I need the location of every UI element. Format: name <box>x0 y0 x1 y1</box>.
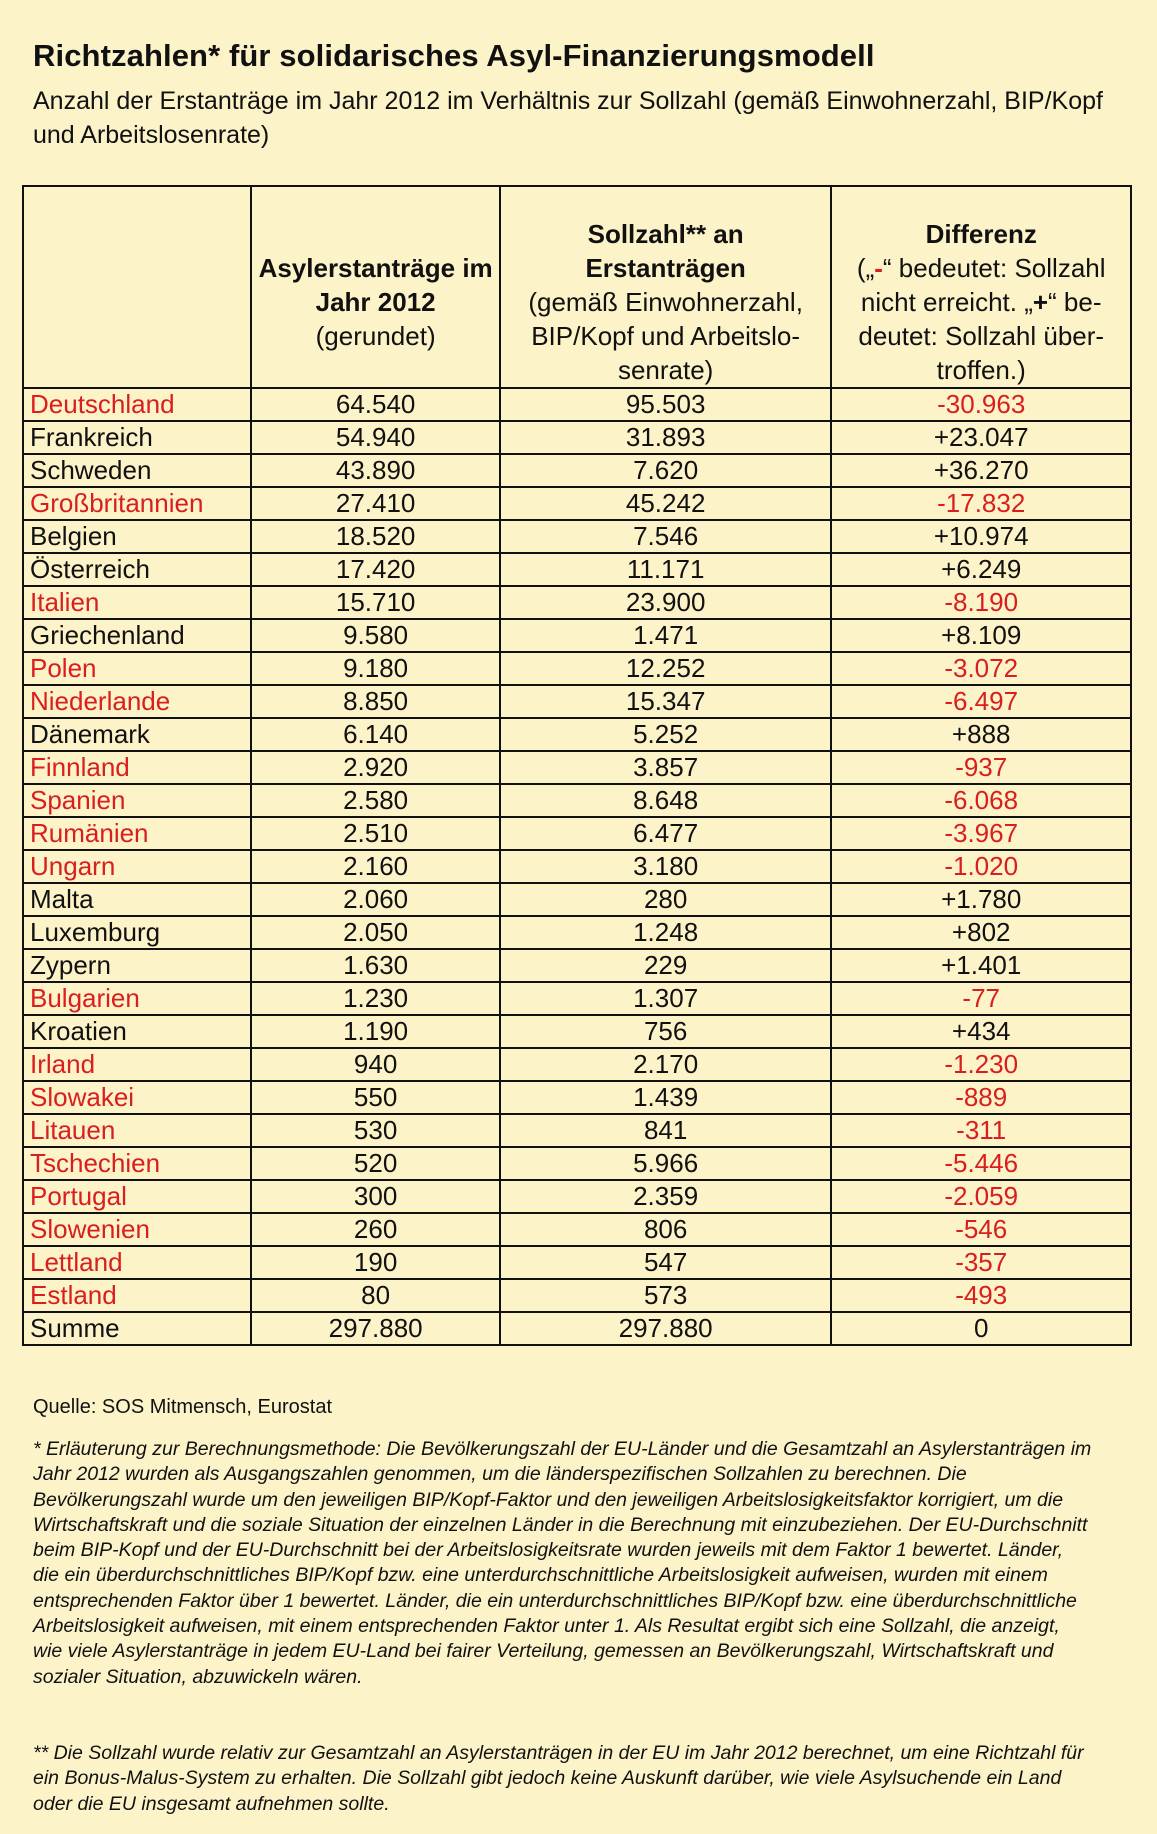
antraege-cell: 2.920 <box>251 751 499 784</box>
page-subtitle: Anzahl der Erstanträge im Jahr 2012 im Verhältnis zur Sollzahl (gemäß Einwohnerzahl, BIP/Kopf und Arbeitslosenrate) <box>33 87 1103 149</box>
country-cell: Schweden <box>23 454 251 487</box>
differenz-cell: -311 <box>831 1114 1131 1147</box>
sollzahl-cell: 547 <box>500 1246 832 1279</box>
sollzahl-cell: 1.248 <box>500 916 832 949</box>
country-cell: Slowakei <box>23 1081 251 1114</box>
table-row <box>23 883 1131 916</box>
table-row <box>23 520 1131 553</box>
table-row <box>23 1246 1131 1279</box>
table-row <box>23 850 1131 883</box>
sollzahl-cell: 3.857 <box>500 751 832 784</box>
table-row <box>23 619 1131 652</box>
antraege-cell: 2.050 <box>251 916 499 949</box>
header-sollzahl <box>500 186 832 388</box>
country-cell: Portugal <box>23 1180 251 1213</box>
country-cell: Irland <box>23 1048 251 1081</box>
sollzahl-cell: 15.347 <box>500 685 832 718</box>
table-row <box>23 388 1131 421</box>
differenz-cell: -30.963 <box>831 388 1131 421</box>
differenz-cell: +1.780 <box>831 883 1131 916</box>
footnote-sollzahl: ** Die Sollzahl wurde relativ zur Gesamtzahl an Asylerstanträgen in der EU im Jahr 2012 berechnet, um eine Richtzahl für ein Bonus-Malus-System zu erhalten. Die Sollzahl gibt jedoch keine Auskunft darüber, wie viele Asylsuchende ein Land oder die EU insgesamt aufnehmen sollte. <box>33 1742 1084 1815</box>
differenz-cell: +434 <box>831 1015 1131 1048</box>
sollzahl-cell: 7.620 <box>500 454 832 487</box>
antraege-cell: 27.410 <box>251 487 499 520</box>
sollzahl-cell: 2.170 <box>500 1048 832 1081</box>
header-sollzahl-title: Sollzahl** an Erstanträgen <box>585 219 746 283</box>
source-note: Quelle: SOS Mitmensch, Eurostat <box>33 1396 333 1418</box>
antraege-cell: 530 <box>251 1114 499 1147</box>
antraege-cell: 80 <box>251 1279 499 1312</box>
table-row <box>23 487 1131 520</box>
differenz-cell: -17.832 <box>831 487 1131 520</box>
country-cell: Kroatien <box>23 1015 251 1048</box>
sollzahl-cell: 1.471 <box>500 619 832 652</box>
differenz-cell: +8.109 <box>831 619 1131 652</box>
table-row <box>23 1081 1131 1114</box>
antraege-cell: 190 <box>251 1246 499 1279</box>
table-row <box>23 1312 1131 1345</box>
table-row <box>23 1048 1131 1081</box>
asylum-table <box>22 185 1132 1346</box>
differenz-cell: -3.967 <box>831 817 1131 850</box>
antraege-cell: 54.940 <box>251 421 499 454</box>
table-row <box>23 1015 1131 1048</box>
sollzahl-cell: 5.966 <box>500 1147 832 1180</box>
sollzahl-cell: 297.880 <box>500 1312 832 1345</box>
country-cell: Luxemburg <box>23 916 251 949</box>
antraege-cell: 8.850 <box>251 685 499 718</box>
table-row <box>23 1114 1131 1147</box>
differenz-cell: +888 <box>831 718 1131 751</box>
differenz-cell: -937 <box>831 751 1131 784</box>
country-cell: Lettland <box>23 1246 251 1279</box>
antraege-cell: 15.710 <box>251 586 499 619</box>
sollzahl-cell: 3.180 <box>500 850 832 883</box>
antraege-cell: 64.540 <box>251 388 499 421</box>
table-row <box>23 1279 1131 1312</box>
table-row <box>23 1180 1131 1213</box>
differenz-cell: +36.270 <box>831 454 1131 487</box>
table-row <box>23 586 1131 619</box>
table-row <box>23 784 1131 817</box>
sollzahl-cell: 756 <box>500 1015 832 1048</box>
header-differenz <box>831 186 1131 388</box>
sollzahl-cell: 229 <box>500 949 832 982</box>
differenz-cell: +6.249 <box>831 553 1131 586</box>
antraege-cell: 1.630 <box>251 949 499 982</box>
page-title: Richtzahlen* für solidarisches Asyl-Finanzierungsmodell <box>33 38 875 73</box>
country-cell: Österreich <box>23 553 251 586</box>
country-cell: Deutschland <box>23 388 251 421</box>
differenz-cell: -546 <box>831 1213 1131 1246</box>
differenz-cell: -77 <box>831 982 1131 1015</box>
sollzahl-cell: 31.893 <box>500 421 832 454</box>
differenz-cell: -5.446 <box>831 1147 1131 1180</box>
country-cell: Dänemark <box>23 718 251 751</box>
sollzahl-cell: 1.439 <box>500 1081 832 1114</box>
table-row <box>23 916 1131 949</box>
country-cell: Ungarn <box>23 850 251 883</box>
country-cell: Polen <box>23 652 251 685</box>
header-differenz-note-a: („ <box>856 253 875 283</box>
country-cell: Spanien <box>23 784 251 817</box>
antraege-cell: 9.580 <box>251 619 499 652</box>
differenz-cell: -3.072 <box>831 652 1131 685</box>
header-antraege-title: Asylerstanträge im Jahr 2012 <box>258 253 493 317</box>
table-row <box>23 949 1131 982</box>
sollzahl-cell: 6.477 <box>500 817 832 850</box>
header-antraege-note: (gerundet) <box>315 321 436 351</box>
antraege-cell: 6.140 <box>251 718 499 751</box>
differenz-cell: +23.047 <box>831 421 1131 454</box>
differenz-cell: -2.059 <box>831 1180 1131 1213</box>
sollzahl-cell: 23.900 <box>500 586 832 619</box>
country-cell: Estland <box>23 1279 251 1312</box>
country-cell: Griechenland <box>23 619 251 652</box>
country-cell: Finnland <box>23 751 251 784</box>
sollzahl-cell: 7.546 <box>500 520 832 553</box>
differenz-cell: -1.230 <box>831 1048 1131 1081</box>
differenz-cell: -1.020 <box>831 850 1131 883</box>
antraege-cell: 297.880 <box>251 1312 499 1345</box>
sollzahl-cell: 2.359 <box>500 1180 832 1213</box>
antraege-cell: 2.580 <box>251 784 499 817</box>
table-row <box>23 982 1131 1015</box>
differenz-cell: +1.401 <box>831 949 1131 982</box>
antraege-cell: 18.520 <box>251 520 499 553</box>
country-cell: Rumänien <box>23 817 251 850</box>
country-cell: Belgien <box>23 520 251 553</box>
sollzahl-cell: 1.307 <box>500 982 832 1015</box>
country-cell: Malta <box>23 883 251 916</box>
table-row <box>23 718 1131 751</box>
antraege-cell: 550 <box>251 1081 499 1114</box>
header-differenz-title: Differenz <box>925 219 1037 249</box>
country-cell: Großbritannien <box>23 487 251 520</box>
differenz-cell: -6.068 <box>831 784 1131 817</box>
country-cell: Litauen <box>23 1114 251 1147</box>
header-differenz-note-b: “ bedeutet: Sollzahl nicht erreicht. „ <box>860 253 1106 317</box>
country-cell: Tschechien <box>23 1147 251 1180</box>
differenz-cell: -8.190 <box>831 586 1131 619</box>
sollzahl-cell: 806 <box>500 1213 832 1246</box>
differenz-cell: +10.974 <box>831 520 1131 553</box>
country-cell: Zypern <box>23 949 251 982</box>
country-cell: Slowenien <box>23 1213 251 1246</box>
antraege-cell: 43.890 <box>251 454 499 487</box>
antraege-cell: 260 <box>251 1213 499 1246</box>
antraege-cell: 2.060 <box>251 883 499 916</box>
antraege-cell: 520 <box>251 1147 499 1180</box>
sollzahl-cell: 280 <box>500 883 832 916</box>
antraege-cell: 2.160 <box>251 850 499 883</box>
header-differenz-plus: + <box>1032 287 1049 317</box>
country-cell: Bulgarien <box>23 982 251 1015</box>
header-differenz-note-c: “ bedeutet: Sollzahl übertroffen.) <box>858 287 1105 385</box>
header-differenz-minus: - <box>874 253 883 283</box>
country-cell: Niederlande <box>23 685 251 718</box>
country-cell: Frankreich <box>23 421 251 454</box>
table-row <box>23 454 1131 487</box>
table-row <box>23 421 1131 454</box>
sollzahl-cell: 573 <box>500 1279 832 1312</box>
antraege-cell: 300 <box>251 1180 499 1213</box>
antraege-cell: 9.180 <box>251 652 499 685</box>
table-body <box>23 388 1131 1345</box>
table-row <box>23 817 1131 850</box>
table-row <box>23 553 1131 586</box>
antraege-cell: 1.230 <box>251 982 499 1015</box>
differenz-cell: -6.497 <box>831 685 1131 718</box>
table-header-row <box>23 186 1131 388</box>
table-row <box>23 1147 1131 1180</box>
table-row <box>23 685 1131 718</box>
differenz-cell: 0 <box>831 1312 1131 1345</box>
footnote-method: * Erläuterung zur Berechnungsmethode: Die Bevölkerungszahl der EU-Länder und die Gesamtzahl an Asylerstanträgen im Jahr 2012 wurden als Ausgangszahlen genommen, um die länderspezifischen Sollzahlen zu berechnen. Die Bevölkerungszahl wurde um den jeweiligen BIP/Kopf-Faktor und den jeweiligen Arbeitslosigkeitsfaktor korrigiert, um die Wirtschaftskraft und die soziale Situation der einzelnen Länder in die Berechnung mit einzubeziehen. Der EU-Durchschnitt beim BIP-Kopf und der EU-Durchschnitt bei der Arbeitslosigkeitsrate wurden jeweils mit dem Faktor 1 bewertet. Länder, die ein überdurchschnittliches BIP/Kopf bzw. eine unterdurchschnittliche Arbeitslosigkeit aufweisen, wurden mit einem entsprechenden Faktor über 1 bewertet. Länder, die ein unterdurchschnittliches BIP/Kopf bzw. eine überdurchschnittliche Arbeitslosigkeit aufweisen, mit einem entsprechenden Faktor unter 1. Als Resultat ergibt sich eine Sollzahl, die anzeigt, wie viele Asylerstanträge in jedem EU-Land bei fairer Verteilung, gemessen an Bevölkerungszahl, Wirtschaftskraft und sozialer Situation, abzuwickeln wären. <box>33 1438 1092 1688</box>
sollzahl-cell: 95.503 <box>500 388 832 421</box>
differenz-cell: -493 <box>831 1279 1131 1312</box>
differenz-cell: -357 <box>831 1246 1131 1279</box>
antraege-cell: 2.510 <box>251 817 499 850</box>
table-row <box>23 751 1131 784</box>
table-row <box>23 1213 1131 1246</box>
header-differenz-note <box>857 253 1106 385</box>
antraege-cell: 940 <box>251 1048 499 1081</box>
header-sollzahl-note: (gemäß Einwohnerzahl, BIP/Kopf und Arbeitslosenrate) <box>528 287 803 385</box>
antraege-cell: 17.420 <box>251 553 499 586</box>
sollzahl-cell: 12.252 <box>500 652 832 685</box>
table-row <box>23 652 1131 685</box>
country-cell: Italien <box>23 586 251 619</box>
differenz-cell: -889 <box>831 1081 1131 1114</box>
sollzahl-cell: 11.171 <box>500 553 832 586</box>
sollzahl-cell: 5.252 <box>500 718 832 751</box>
sollzahl-cell: 841 <box>500 1114 832 1147</box>
header-antraege <box>251 186 499 388</box>
sollzahl-cell: 8.648 <box>500 784 832 817</box>
country-cell: Summe <box>23 1312 251 1345</box>
differenz-cell: +802 <box>831 916 1131 949</box>
sollzahl-cell: 45.242 <box>500 487 832 520</box>
header-country <box>23 186 251 388</box>
antraege-cell: 1.190 <box>251 1015 499 1048</box>
